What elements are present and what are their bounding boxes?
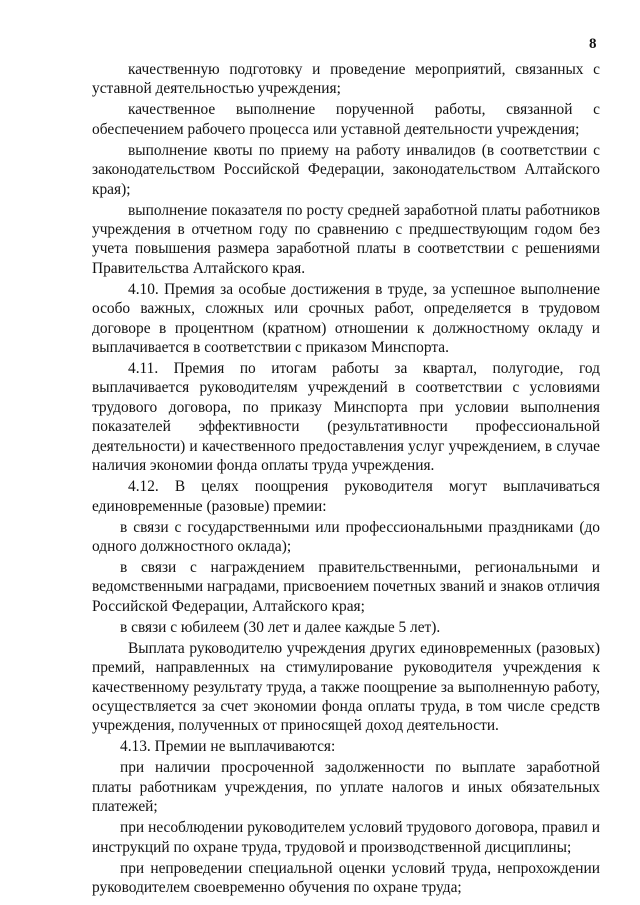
paragraph: выполнение квоты по приему на работу инвалидов (в соответствии с законодательством Российской Федерации, законодательством Алтайского края); bbox=[92, 141, 600, 198]
document-body bbox=[92, 60, 600, 899]
paragraph: качественное выполнение порученной работы, связанной с обеспечением рабочего процесса или уставной деятельности учреждения; bbox=[92, 101, 600, 138]
paragraph: выполнение показателя по росту средней заработной платы работников учреждения в отчетном году по сравнению с предшествующим годом без учета повышения размера заработной платы в соответствии с решениями Правительства Алтайского края. bbox=[92, 201, 600, 277]
paragraph-4-12: 4.12. В целях поощрения руководителя могут выплачиваться единовременные (разовые) премии: bbox=[92, 478, 600, 515]
paragraph: в связи с государственными или профессиональными праздниками (до одного должностного оклада); bbox=[92, 518, 600, 555]
paragraph: в связи с награждением правительственными, региональными и ведомственными наградами, присвоением почетных званий и знаков отличия Российской Федерации, Алтайского края; bbox=[92, 558, 601, 615]
paragraph: при несоблюдении руководителем условий трудового договора, правил и инструкций по охране труда, трудовой и производственной дисциплины; bbox=[92, 819, 600, 856]
paragraph-4-13: 4.13. Премии не выплачиваются: bbox=[120, 738, 336, 756]
page-number: 8 bbox=[589, 36, 597, 52]
paragraph: при непроведении специальной оценки условий труда, непрохождении руководителем своевременно обучения по охране труда; bbox=[92, 859, 600, 896]
paragraph-4-10: 4.10. Премия за особые достижения в труде, за успешное выполнение особо важных, сложных или срочных работ, определяется в трудовом договоре в процентном (кратном) отношении к должностному окладу и выплачивается в соответствии с приказом Минспорта. bbox=[92, 280, 600, 357]
paragraph: качественную подготовку и проведение мероприятий, связанных с уставной деятельностью учреждения; bbox=[92, 61, 600, 98]
paragraph: при наличии просроченной задолженности по выплате заработной платы работникам учреждения, по уплате налогов и иных обязательных платежей; bbox=[92, 759, 600, 816]
paragraph: Выплата руководителю учреждения других единовременных (разовых) премий, направленных на стимулирование руководителя учреждения к качественному результату труда, а также поощрение за выполненную работу, осуществляется за счет экономии фонда оплаты труда, в том числе средств учреждения, полученных от приносящей доход деятельности. bbox=[92, 639, 600, 735]
paragraph-4-11: 4.11. Премия по итогам работы за квартал, полугодие, год выплачивается руководителям учреждений в соответствии с условиями трудового договора, по приказу Минспорта при условии выполнения показателей эффективности (результативности профессиональной деятельности) и качественного предоставления услуг учреждением, в случае наличия экономии фонда оплаты труда учреждения. bbox=[92, 360, 600, 475]
paragraph: в связи с юбилеем (30 лет и далее каждые 5 лет). bbox=[120, 618, 441, 636]
